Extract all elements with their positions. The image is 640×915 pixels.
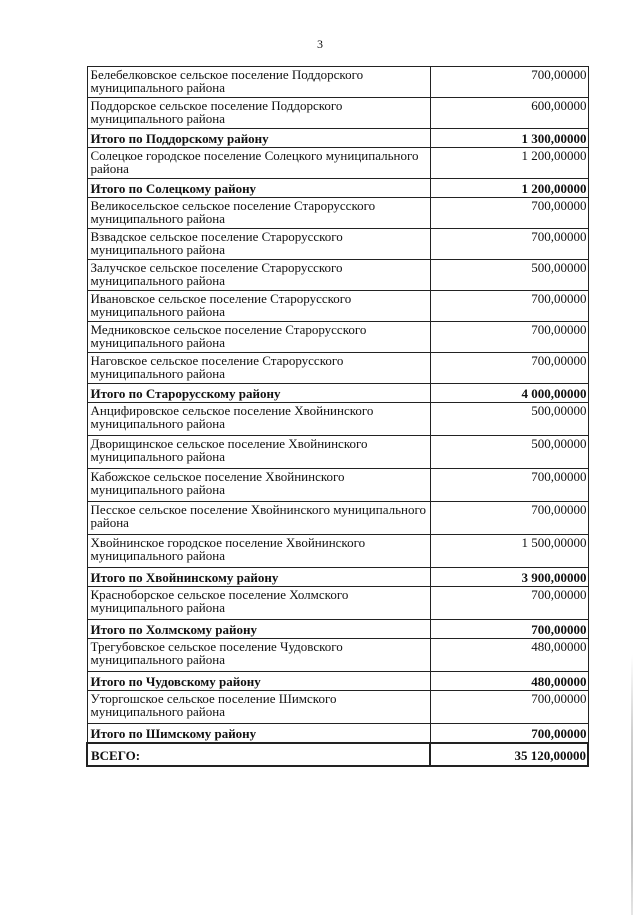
total-label: Итого по Хвойнинскому району bbox=[87, 568, 430, 587]
grand-total-row bbox=[87, 743, 588, 766]
settlement-name: Солецкое городское поселение Солецкого муниципального района bbox=[87, 148, 430, 179]
settlement-name: Медниковское сельское поселение Старорусского муниципального района bbox=[87, 322, 430, 353]
settlement-name: Дворищинское сельское поселение Хвойнинского муниципального района bbox=[87, 436, 430, 469]
table-row bbox=[87, 535, 588, 568]
subtotal-row bbox=[87, 129, 588, 148]
settlement-name: Ивановское сельское поселение Старорусского муниципального района bbox=[87, 291, 430, 322]
subtotal-row bbox=[87, 384, 588, 403]
total-label: Итого по Поддорскому району bbox=[87, 129, 430, 148]
subtotal-row bbox=[87, 672, 588, 691]
amount-value: 700,00000 bbox=[430, 322, 588, 353]
table-row bbox=[87, 639, 588, 672]
amount-value: 1 200,00000 bbox=[430, 148, 588, 179]
settlement-name: Поддорское сельское поселение Поддорского муниципального района bbox=[87, 98, 430, 129]
total-amount: 1 200,00000 bbox=[430, 179, 588, 198]
settlement-name: Кабожское сельское поселение Хвойнинского муниципального района bbox=[87, 469, 430, 502]
table-row bbox=[87, 67, 588, 98]
total-label: Итого по Старорусскому району bbox=[87, 384, 430, 403]
table-row bbox=[87, 587, 588, 620]
settlement-name: Песское сельское поселение Хвойнинского муниципального района bbox=[87, 502, 430, 535]
total-amount: 480,00000 bbox=[430, 672, 588, 691]
table-row bbox=[87, 353, 588, 384]
amount-value: 700,00000 bbox=[430, 67, 588, 98]
table-row bbox=[87, 322, 588, 353]
table-row bbox=[87, 229, 588, 260]
total-label: Итого по Чудовскому району bbox=[87, 672, 430, 691]
table-row bbox=[87, 436, 588, 469]
settlement-name: Анцифировское сельское поселение Хвойнинского муниципального района bbox=[87, 403, 430, 436]
table-row bbox=[87, 260, 588, 291]
table-row bbox=[87, 291, 588, 322]
table-row bbox=[87, 98, 588, 129]
table-row bbox=[87, 502, 588, 535]
amount-value: 480,00000 bbox=[430, 639, 588, 672]
total-amount: 700,00000 bbox=[430, 620, 588, 639]
total-label: Итого по Солецкому району bbox=[87, 179, 430, 198]
settlement-name: Хвойнинское городское поселение Хвойнинского муниципального района bbox=[87, 535, 430, 568]
amount-value: 700,00000 bbox=[430, 587, 588, 620]
allocation-table bbox=[86, 66, 589, 767]
amount-value: 600,00000 bbox=[430, 98, 588, 129]
settlement-name: Взвадское сельское поселение Старорусского муниципального района bbox=[87, 229, 430, 260]
total-label: ВСЕГО: bbox=[87, 743, 430, 766]
table-body bbox=[87, 67, 588, 767]
settlement-name: Великосельское сельское поселение Старорусского муниципального района bbox=[87, 198, 430, 229]
total-amount: 3 900,00000 bbox=[430, 568, 588, 587]
settlement-name: Уторгошское сельское поселение Шимского муниципального района bbox=[87, 691, 430, 724]
amount-value: 500,00000 bbox=[430, 260, 588, 291]
total-amount: 1 300,00000 bbox=[430, 129, 588, 148]
settlement-name: Наговское сельское поселение Старорусского муниципального района bbox=[87, 353, 430, 384]
amount-value: 700,00000 bbox=[430, 502, 588, 535]
scan-edge-shadow bbox=[631, 655, 633, 915]
settlement-name: Белебелковское сельское поселение Поддорского муниципального района bbox=[87, 67, 430, 98]
table-row bbox=[87, 691, 588, 724]
amount-value: 1 500,00000 bbox=[430, 535, 588, 568]
subtotal-row bbox=[87, 620, 588, 639]
total-label: Итого по Шимскому району bbox=[87, 724, 430, 744]
subtotal-row bbox=[87, 179, 588, 198]
total-amount: 4 000,00000 bbox=[430, 384, 588, 403]
subtotal-row bbox=[87, 724, 588, 744]
amount-value: 500,00000 bbox=[430, 436, 588, 469]
table-row bbox=[87, 198, 588, 229]
amount-value: 500,00000 bbox=[430, 403, 588, 436]
table-row bbox=[87, 403, 588, 436]
amount-value: 700,00000 bbox=[430, 291, 588, 322]
total-label: Итого по Холмскому району bbox=[87, 620, 430, 639]
subtotal-row bbox=[87, 568, 588, 587]
settlement-name: Залучское сельское поселение Старорусского муниципального района bbox=[87, 260, 430, 291]
total-amount: 35 120,00000 bbox=[430, 743, 588, 766]
amount-value: 700,00000 bbox=[430, 198, 588, 229]
amount-value: 700,00000 bbox=[430, 353, 588, 384]
page-number: 3 bbox=[317, 37, 323, 51]
table-row bbox=[87, 469, 588, 502]
amount-value: 700,00000 bbox=[430, 691, 588, 724]
amount-value: 700,00000 bbox=[430, 469, 588, 502]
settlement-name: Красноборское сельское поселение Холмского муниципального района bbox=[87, 587, 430, 620]
settlement-name: Трегубовское сельское поселение Чудовского муниципального района bbox=[87, 639, 430, 672]
table-row bbox=[87, 148, 588, 179]
total-amount: 700,00000 bbox=[430, 724, 588, 744]
amount-value: 700,00000 bbox=[430, 229, 588, 260]
